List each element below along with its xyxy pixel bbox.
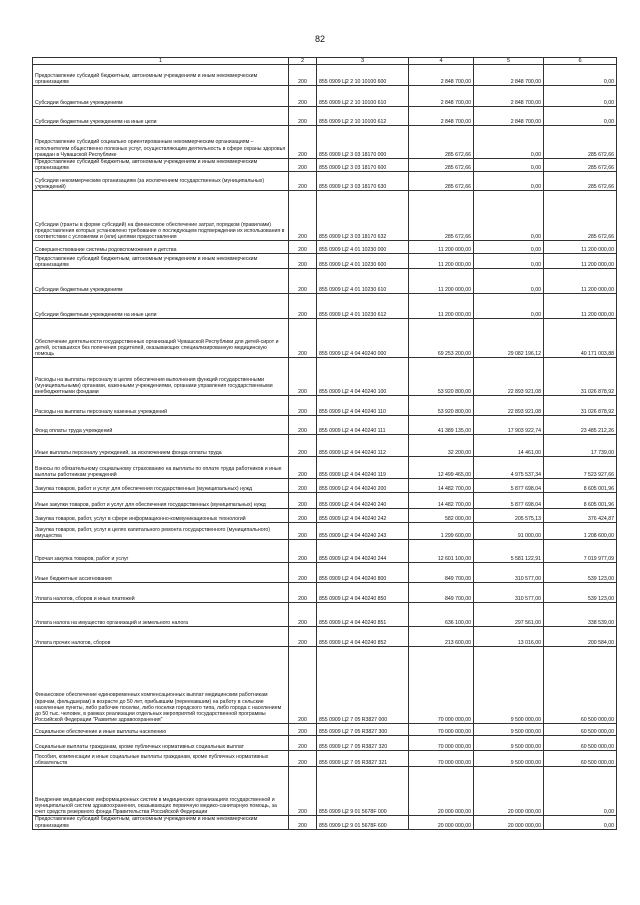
row-budget-code: 855 0909 Ц2 4 04 40240 240 [317, 493, 409, 509]
row-line-code: 200 [289, 816, 317, 829]
row-name: Уплата прочих налогов, сборов [33, 627, 289, 647]
row-line-code: 200 [289, 65, 317, 86]
row-name: Предоставление субсидий социально ориентированным некоммерческим организациям – исполнителям общественно полезных услуг, осуществляющим деятельность в сфере охраны здоровья граждан в Чувашской Республике [33, 126, 289, 159]
row-approved-amount: 636 100,00 [409, 603, 474, 627]
row-budget-code: 855 0909 Ц2 4 04 40240 852 [317, 627, 409, 647]
table-row [33, 396, 617, 416]
table-row [33, 86, 617, 107]
table-row [33, 816, 617, 829]
row-unexecuted-amount: 7 523 927,66 [544, 457, 617, 479]
row-line-code: 200 [289, 107, 317, 126]
row-name: Субсидии бюджетным учреждениям [33, 86, 289, 107]
row-executed-amount: 9 500 000,00 [474, 751, 544, 767]
row-approved-amount: 2 848 700,00 [409, 107, 474, 126]
row-approved-amount: 849 700,00 [409, 563, 474, 583]
table-row [33, 65, 617, 86]
row-line-code: 200 [289, 241, 317, 254]
row-unexecuted-amount: 40 171 003,88 [544, 319, 617, 358]
table-row [33, 107, 617, 126]
table-row [33, 523, 617, 540]
row-executed-amount: 9 500 000,00 [474, 647, 544, 724]
row-name: Расходы на выплаты персоналу в целях обеспечения выполнения функций государственными (муниципальными) органами, казенными учреждениями, органами управления государственными внебюджетными фондами [33, 358, 289, 396]
row-executed-amount: 2 848 700,00 [474, 65, 544, 86]
row-line-code: 200 [289, 269, 317, 294]
row-budget-code: 855 0909 Ц2 7 05 R3827 320 [317, 736, 409, 751]
row-name: Иные закупки товаров, работ и услуг для обеспечения государственных (муниципальных) нужд [33, 493, 289, 509]
row-budget-code: 855 0909 Ц2 4 01 10230 612 [317, 294, 409, 319]
row-unexecuted-amount: 285 672,66 [544, 191, 617, 241]
row-approved-amount: 12 601 100,00 [409, 540, 474, 563]
table-row [33, 294, 617, 319]
row-executed-amount: 0,00 [474, 294, 544, 319]
row-unexecuted-amount: 23 485 212,26 [544, 416, 617, 435]
row-approved-amount: 2 848 700,00 [409, 86, 474, 107]
row-budget-code: 855 0909 Ц2 7 05 R3827 321 [317, 751, 409, 767]
row-line-code: 200 [289, 126, 317, 159]
row-line-code: 200 [289, 627, 317, 647]
row-name: Субсидии бюджетным учреждениям на иные цели [33, 294, 289, 319]
row-line-code: 200 [289, 509, 317, 523]
row-name: Предоставление субсидий бюджетным, автономным учреждениям и иным некоммерческим организациям [33, 254, 289, 269]
table-row [33, 540, 617, 563]
column-header: 1 [33, 58, 289, 65]
row-approved-amount: 285 672,66 [409, 159, 474, 172]
row-unexecuted-amount: 7 019 977,09 [544, 540, 617, 563]
row-line-code: 200 [289, 563, 317, 583]
row-approved-amount: 70 000 000,00 [409, 724, 474, 736]
row-line-code: 200 [289, 647, 317, 724]
row-executed-amount: 14 461,00 [474, 435, 544, 457]
row-budget-code: 855 0909 Ц2 4 04 40240 200 [317, 479, 409, 493]
row-executed-amount: 4 975 537,34 [474, 457, 544, 479]
row-executed-amount: 310 577,00 [474, 583, 544, 603]
row-unexecuted-amount: 31 026 878,92 [544, 358, 617, 396]
row-executed-amount: 17 903 922,74 [474, 416, 544, 435]
row-budget-code: 855 0909 Ц2 4 04 40240 112 [317, 435, 409, 457]
table-row [33, 435, 617, 457]
table-row [33, 493, 617, 509]
row-budget-code: 855 0909 Ц2 4 01 10230 610 [317, 269, 409, 294]
table-row [33, 172, 617, 191]
row-unexecuted-amount: 11 200 000,00 [544, 269, 617, 294]
row-line-code: 200 [289, 479, 317, 493]
row-unexecuted-amount: 0,00 [544, 107, 617, 126]
row-line-code: 200 [289, 396, 317, 416]
table-row [33, 736, 617, 751]
row-budget-code: 855 0909 Ц2 4 04 40240 242 [317, 509, 409, 523]
row-unexecuted-amount: 11 200 000,00 [544, 254, 617, 269]
table-row [33, 457, 617, 479]
row-name: Предоставление субсидий бюджетным, автономным учреждениям и иным некоммерческим организациям [33, 159, 289, 172]
row-budget-code: 855 0909 Ц2 4 04 40240 243 [317, 523, 409, 540]
table-row [33, 358, 617, 396]
row-executed-amount: 2 848 700,00 [474, 107, 544, 126]
row-executed-amount: 20 000 000,00 [474, 767, 544, 816]
row-executed-amount: 13 016,00 [474, 627, 544, 647]
row-line-code: 200 [289, 358, 317, 396]
column-header: 4 [409, 58, 474, 65]
row-approved-amount: 70 000 000,00 [409, 736, 474, 751]
row-executed-amount: 297 561,00 [474, 603, 544, 627]
row-budget-code: 855 0909 Ц2 4 04 40240 851 [317, 603, 409, 627]
row-executed-amount: 0,00 [474, 159, 544, 172]
row-budget-code: 855 0909 Ц2 2 10 10100 610 [317, 86, 409, 107]
table-row [33, 254, 617, 269]
row-budget-code: 855 0909 Ц2 4 04 40240 800 [317, 563, 409, 583]
row-executed-amount: 22 893 921,08 [474, 358, 544, 396]
row-budget-code: 855 0909 Ц2 4 04 40240 244 [317, 540, 409, 563]
row-approved-amount: 11 200 000,00 [409, 254, 474, 269]
row-approved-amount: 53 920 800,00 [409, 396, 474, 416]
row-unexecuted-amount: 8 605 001,96 [544, 479, 617, 493]
row-approved-amount: 285 672,66 [409, 126, 474, 159]
table-row [33, 319, 617, 358]
table-row [33, 627, 617, 647]
row-executed-amount: 5 581 122,91 [474, 540, 544, 563]
row-unexecuted-amount: 17 739,00 [544, 435, 617, 457]
row-line-code: 200 [289, 724, 317, 736]
row-approved-amount: 20 000 000,00 [409, 816, 474, 829]
row-unexecuted-amount: 60 500 000,00 [544, 724, 617, 736]
row-budget-code: 855 0909 Ц2 3 03 18170 600 [317, 159, 409, 172]
row-line-code: 200 [289, 191, 317, 241]
row-name: Субсидии бюджетным учреждениям на иные цели [33, 107, 289, 126]
row-unexecuted-amount: 0,00 [544, 86, 617, 107]
row-executed-amount: 0,00 [474, 269, 544, 294]
row-name: Предоставление субсидий бюджетным, автономным учреждениям и иным некоммерческим организациям [33, 65, 289, 86]
row-unexecuted-amount: 60 500 000,00 [544, 751, 617, 767]
table-row [33, 479, 617, 493]
row-name: Совершенствование системы родовспоможения и детства [33, 241, 289, 254]
row-unexecuted-amount: 8 605 001,96 [544, 493, 617, 509]
row-approved-amount: 213 600,00 [409, 627, 474, 647]
row-unexecuted-amount: 11 200 000,00 [544, 241, 617, 254]
row-approved-amount: 11 200 000,00 [409, 294, 474, 319]
row-executed-amount: 22 893 921,08 [474, 396, 544, 416]
row-executed-amount: 5 877 698,04 [474, 493, 544, 509]
row-approved-amount: 285 672,66 [409, 191, 474, 241]
row-approved-amount: 14 482 700,00 [409, 479, 474, 493]
row-budget-code: 855 0909 Ц2 4 04 40240 119 [317, 457, 409, 479]
row-unexecuted-amount: 11 200 000,00 [544, 294, 617, 319]
row-approved-amount: 69 253 200,00 [409, 319, 474, 358]
row-unexecuted-amount: 285 672,66 [544, 126, 617, 159]
row-executed-amount: 9 500 000,00 [474, 736, 544, 751]
header-row [33, 58, 617, 65]
row-unexecuted-amount: 285 672,66 [544, 159, 617, 172]
row-line-code: 200 [289, 319, 317, 358]
row-line-code: 200 [289, 767, 317, 816]
row-name: Закупка товаров, работ, услуг в целях капитального ремонта государственного (муниципального) имущества [33, 523, 289, 540]
row-budget-code: 855 0909 Ц2 9 01 5678F 600 [317, 816, 409, 829]
row-unexecuted-amount: 31 026 878,92 [544, 396, 617, 416]
table-row [33, 269, 617, 294]
table-row [33, 191, 617, 241]
row-unexecuted-amount: 200 584,00 [544, 627, 617, 647]
table-row [33, 724, 617, 736]
row-budget-code: 855 0909 Ц2 4 04 40240 000 [317, 319, 409, 358]
row-executed-amount: 5 877 698,04 [474, 479, 544, 493]
row-budget-code: 855 0909 Ц2 3 03 18170 632 [317, 191, 409, 241]
row-name: Субсидии некоммерческим организациям (за исключением государственных (муниципальных) учреждений) [33, 172, 289, 191]
row-executed-amount: 0,00 [474, 191, 544, 241]
table-row [33, 603, 617, 627]
row-budget-code: 855 0909 Ц2 2 10 10100 612 [317, 107, 409, 126]
row-executed-amount: 29 082 196,12 [474, 319, 544, 358]
row-approved-amount: 70 000 000,00 [409, 647, 474, 724]
row-executed-amount: 310 577,00 [474, 563, 544, 583]
budget-table [32, 57, 617, 830]
row-unexecuted-amount: 0,00 [544, 816, 617, 829]
row-budget-code: 855 0909 Ц2 2 10 10100 600 [317, 65, 409, 86]
row-line-code: 200 [289, 736, 317, 751]
row-budget-code: 855 0909 Ц2 7 05 R3827 000 [317, 647, 409, 724]
row-approved-amount: 12 499 465,00 [409, 457, 474, 479]
row-executed-amount: 0,00 [474, 241, 544, 254]
row-line-code: 200 [289, 457, 317, 479]
row-executed-amount: 0,00 [474, 126, 544, 159]
row-budget-code: 855 0909 Ц2 3 03 18170 000 [317, 126, 409, 159]
row-approved-amount: 41 389 135,00 [409, 416, 474, 435]
row-approved-amount: 53 920 800,00 [409, 358, 474, 396]
table-row [33, 416, 617, 435]
row-unexecuted-amount: 338 539,00 [544, 603, 617, 627]
row-name: Фонд оплаты труда учреждений [33, 416, 289, 435]
row-budget-code: 855 0909 Ц2 4 01 10230 000 [317, 241, 409, 254]
table-row [33, 583, 617, 603]
row-budget-code: 855 0909 Ц2 4 04 40240 111 [317, 416, 409, 435]
row-name: Взносы по обязательному социальному страхованию на выплаты по оплате труда работников и иные выплаты работникам учреждений [33, 457, 289, 479]
row-line-code: 200 [289, 523, 317, 540]
row-line-code: 200 [289, 493, 317, 509]
row-approved-amount: 2 848 700,00 [409, 65, 474, 86]
row-budget-code: 855 0909 Ц2 9 01 5678F 000 [317, 767, 409, 816]
row-name: Внедрение медицинских информационных систем в медицинских организациях государственной и муниципальной систем здравоохранения, оказывающих первичную медико-санитарную помощь, за счет средств резервного фонда Правительства Российской Федерации [33, 767, 289, 816]
table-row [33, 563, 617, 583]
row-approved-amount: 11 200 000,00 [409, 241, 474, 254]
table-row [33, 509, 617, 523]
row-name: Социальные выплаты гражданам, кроме публичных нормативных социальных выплат [33, 736, 289, 751]
row-line-code: 200 [289, 583, 317, 603]
table-row [33, 647, 617, 724]
row-line-code: 200 [289, 254, 317, 269]
row-name: Иные бюджетные ассигнования [33, 563, 289, 583]
row-name: Иные выплаты персоналу учреждений, за исключением фонда оплаты труда [33, 435, 289, 457]
row-line-code: 200 [289, 294, 317, 319]
row-name: Расходы на выплаты персоналу казенных учреждений [33, 396, 289, 416]
row-line-code: 200 [289, 172, 317, 191]
row-approved-amount: 32 200,00 [409, 435, 474, 457]
row-line-code: 200 [289, 540, 317, 563]
column-header: 2 [289, 58, 317, 65]
page-number: 82 [314, 34, 325, 44]
row-name: Уплата налога на имущество организаций и земельного налога [33, 603, 289, 627]
row-unexecuted-amount: 376 424,87 [544, 509, 617, 523]
row-executed-amount: 20 000 000,00 [474, 816, 544, 829]
row-executed-amount: 0,00 [474, 254, 544, 269]
row-approved-amount: 70 000 000,00 [409, 751, 474, 767]
row-executed-amount: 205 575,13 [474, 509, 544, 523]
row-approved-amount: 14 482 700,00 [409, 493, 474, 509]
table-row [33, 767, 617, 816]
row-unexecuted-amount: 60 500 000,00 [544, 647, 617, 724]
row-approved-amount: 20 000 000,00 [409, 767, 474, 816]
column-header: 3 [317, 58, 409, 65]
row-name: Пособия, компенсации и иные социальные выплаты гражданам, кроме публичных нормативных обязательств [33, 751, 289, 767]
row-approved-amount: 849 700,00 [409, 583, 474, 603]
row-executed-amount: 9 500 000,00 [474, 724, 544, 736]
row-budget-code: 855 0909 Ц2 7 05 R3827 300 [317, 724, 409, 736]
row-name: Предоставление субсидий бюджетным, автономным учреждениям и иным некоммерческим организациям [33, 816, 289, 829]
row-executed-amount: 91 000,00 [474, 523, 544, 540]
row-name: Закупка товаров, работ, услуг в сфере информационно-коммуникационных технологий [33, 509, 289, 523]
table-row [33, 126, 617, 159]
row-unexecuted-amount: 285 672,66 [544, 172, 617, 191]
table-row [33, 751, 617, 767]
row-executed-amount: 2 848 700,00 [474, 86, 544, 107]
row-line-code: 200 [289, 86, 317, 107]
column-header: 5 [474, 58, 544, 65]
row-unexecuted-amount: 539 123,00 [544, 583, 617, 603]
row-budget-code: 855 0909 Ц2 3 03 18170 630 [317, 172, 409, 191]
row-unexecuted-amount: 0,00 [544, 65, 617, 86]
row-approved-amount: 582 000,00 [409, 509, 474, 523]
row-name: Финансовое обеспечение единовременных компенсационных выплат медицинским работникам (врачам, фельдшерам) в возрасте до 50 лет, прибывшим (переехавшим) на работу в сельские населенные пункты, либо рабочие поселки, либо поселки городского типа, либо города с населением до 50 тыс. человек, в рамках реализации отдельных мероприятий государственной программы Российской Федерации "Развитие здравоохранения" [33, 647, 289, 724]
row-budget-code: 855 0909 Ц2 4 04 40240 110 [317, 396, 409, 416]
row-name: Социальное обеспечение и иные выплаты населению [33, 724, 289, 736]
row-name: Уплата налогов, сборов и иных платежей [33, 583, 289, 603]
row-budget-code: 855 0909 Ц2 4 01 10230 600 [317, 254, 409, 269]
row-name: Прочая закупка товаров, работ и услуг [33, 540, 289, 563]
table-row [33, 241, 617, 254]
row-name: Обеспечение деятельности государственных организаций Чувашской Республики для детей-сирот и детей, оставшихся без попечения родителей, оказывающих специализированную медицинскую помощь [33, 319, 289, 358]
column-header: 6 [544, 58, 617, 65]
row-line-code: 200 [289, 751, 317, 767]
row-name: Закупка товаров, работ и услуг для обеспечения государственных (муниципальных) нужд [33, 479, 289, 493]
row-line-code: 200 [289, 435, 317, 457]
table-row [33, 159, 617, 172]
row-budget-code: 855 0909 Ц2 4 04 40240 100 [317, 358, 409, 396]
row-budget-code: 855 0909 Ц2 4 04 40240 850 [317, 583, 409, 603]
row-approved-amount: 1 299 600,00 [409, 523, 474, 540]
row-approved-amount: 11 200 000,00 [409, 269, 474, 294]
row-line-code: 200 [289, 159, 317, 172]
row-name: Субсидии бюджетным учреждениям [33, 269, 289, 294]
row-unexecuted-amount: 539 123,00 [544, 563, 617, 583]
row-approved-amount: 285 672,66 [409, 172, 474, 191]
row-line-code: 200 [289, 603, 317, 627]
row-unexecuted-amount: 0,00 [544, 767, 617, 816]
row-unexecuted-amount: 1 208 600,00 [544, 523, 617, 540]
row-executed-amount: 0,00 [474, 172, 544, 191]
row-unexecuted-amount: 60 500 000,00 [544, 736, 617, 751]
row-name: Субсидии (гранты в форме субсидий) на финансовое обеспечение затрат, порядком (правилами) предоставления которых установлено требование о последующем подтверждении их использования в соответствии с условиями и (или) целями предоставления [33, 191, 289, 241]
row-line-code: 200 [289, 416, 317, 435]
